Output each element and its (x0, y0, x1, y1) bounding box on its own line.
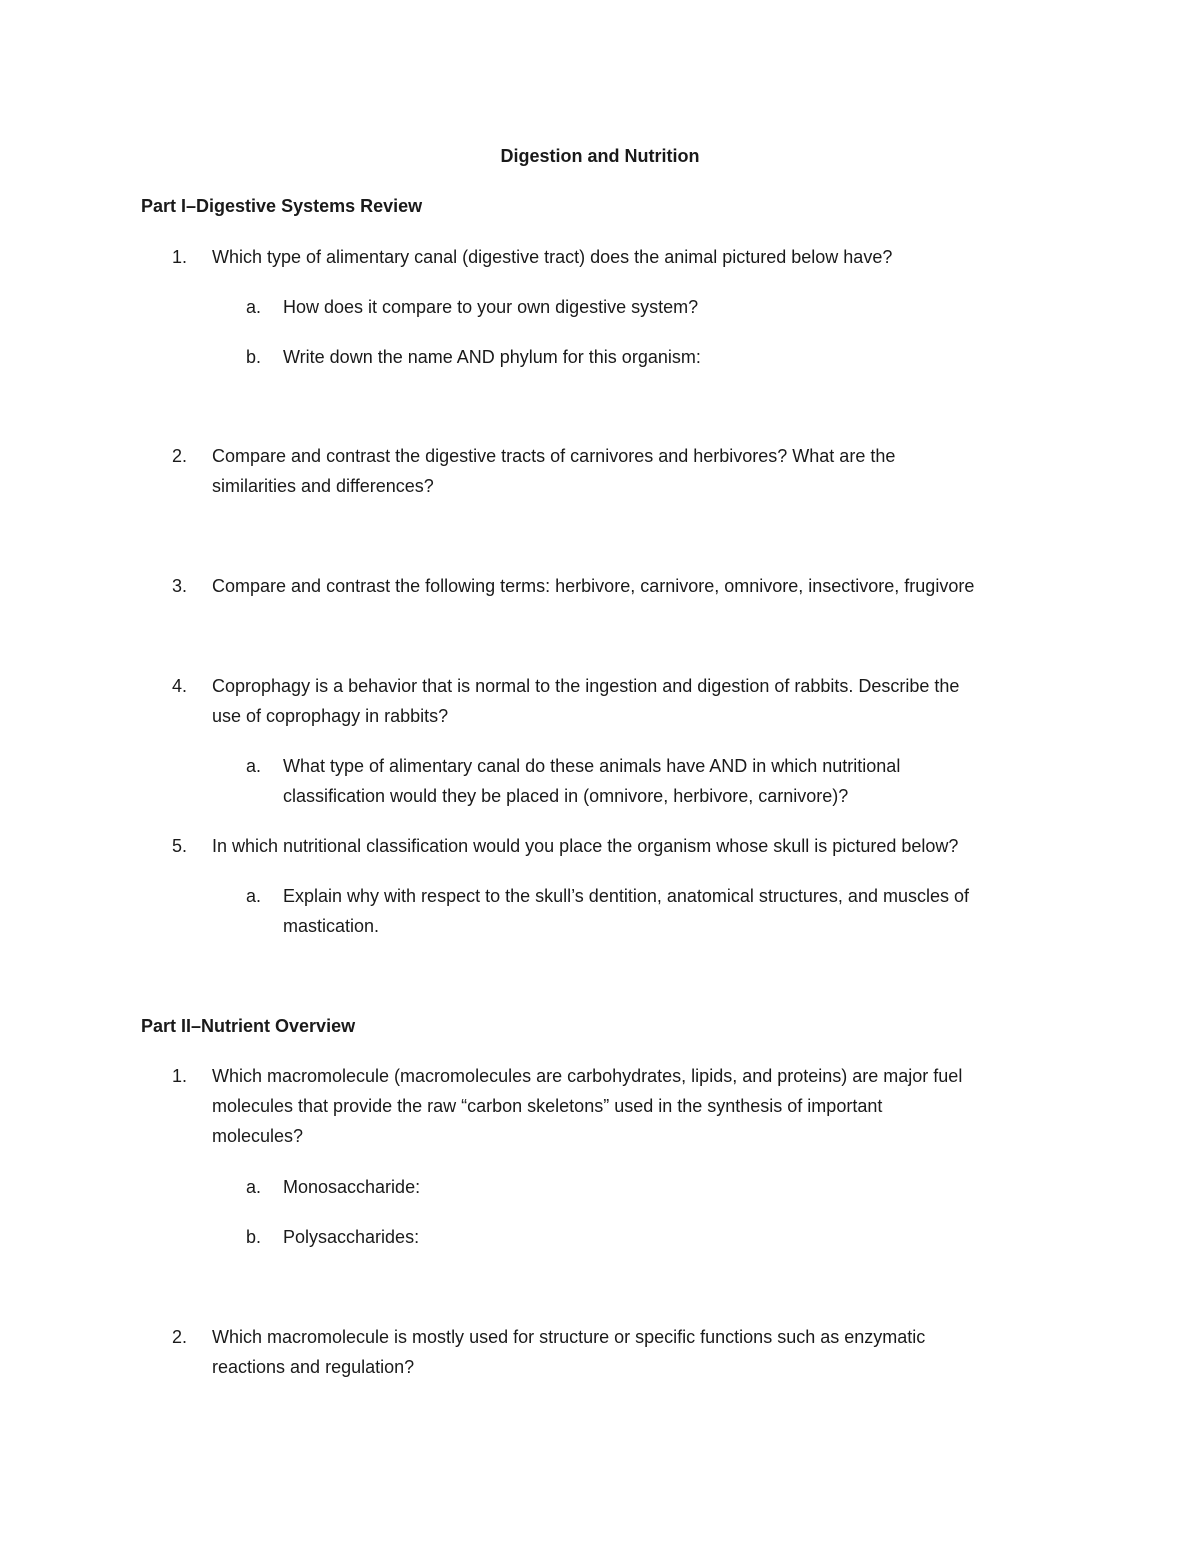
question-number: 1. (172, 247, 188, 267)
question-text: Which macromolecule (macromolecules are carbohydrates, lipids, and proteins) are major fuel (212, 1066, 963, 1086)
question-number: 2. (172, 1327, 188, 1347)
question-text: Which type of alimentary canal (digestive tract) does the animal pictured below have? (212, 247, 893, 267)
question-number: 5. (172, 836, 188, 856)
part2-heading: Part II–Nutrient Overview (141, 1016, 356, 1036)
subquestion-letter: b. (246, 1227, 262, 1247)
question-text: Compare and contrast the following terms: herbivore, carnivore, omnivore, insectivore, frugivore (212, 576, 975, 596)
subquestion-text: Write down the name AND phylum for this organism: (283, 347, 701, 367)
part1-heading: Part I–Digestive Systems Review (141, 196, 423, 216)
subquestion-text: Monosaccharide: (283, 1177, 421, 1197)
question-text: molecules? (212, 1126, 304, 1146)
question-number: 2. (172, 446, 188, 466)
subquestion-text: How does it compare to your own digestive system? (283, 297, 699, 317)
subquestion-letter: a. (246, 886, 262, 906)
question-text: Which macromolecule is mostly used for structure or specific functions such as enzymatic (212, 1327, 926, 1347)
subquestion-letter: b. (246, 347, 262, 367)
question-text: similarities and differences? (212, 476, 434, 496)
question-number: 3. (172, 576, 188, 596)
subquestion-letter: a. (246, 297, 262, 317)
subquestion-text: What type of alimentary canal do these animals have AND in which nutritional (283, 756, 901, 776)
question-text: reactions and regulation? (212, 1357, 415, 1377)
question-number: 1. (172, 1066, 188, 1086)
subquestion-text: mastication. (283, 916, 380, 936)
question-text: use of coprophagy in rabbits? (212, 706, 449, 726)
question-number: 4. (172, 676, 188, 696)
question-text: In which nutritional classification would you place the organism whose skull is pictured below? (212, 836, 959, 856)
subquestion-letter: a. (246, 1177, 262, 1197)
subquestion-text: Explain why with respect to the skull’s dentition, anatomical structures, and muscles of (283, 886, 969, 906)
subquestion-letter: a. (246, 756, 262, 776)
subquestion-text: classification would they be placed in (omnivore, herbivore, carnivore)? (283, 786, 849, 806)
question-text: Coprophagy is a behavior that is normal to the ingestion and digestion of rabbits. Describe the (212, 676, 960, 696)
subquestion-text: Polysaccharides: (283, 1227, 420, 1247)
question-text: molecules that provide the raw “carbon skeletons” used in the synthesis of important (212, 1096, 883, 1116)
question-text: Compare and contrast the digestive tracts of carnivores and herbivores? What are the (212, 446, 896, 466)
document-title: Digestion and Nutrition (500, 146, 700, 166)
